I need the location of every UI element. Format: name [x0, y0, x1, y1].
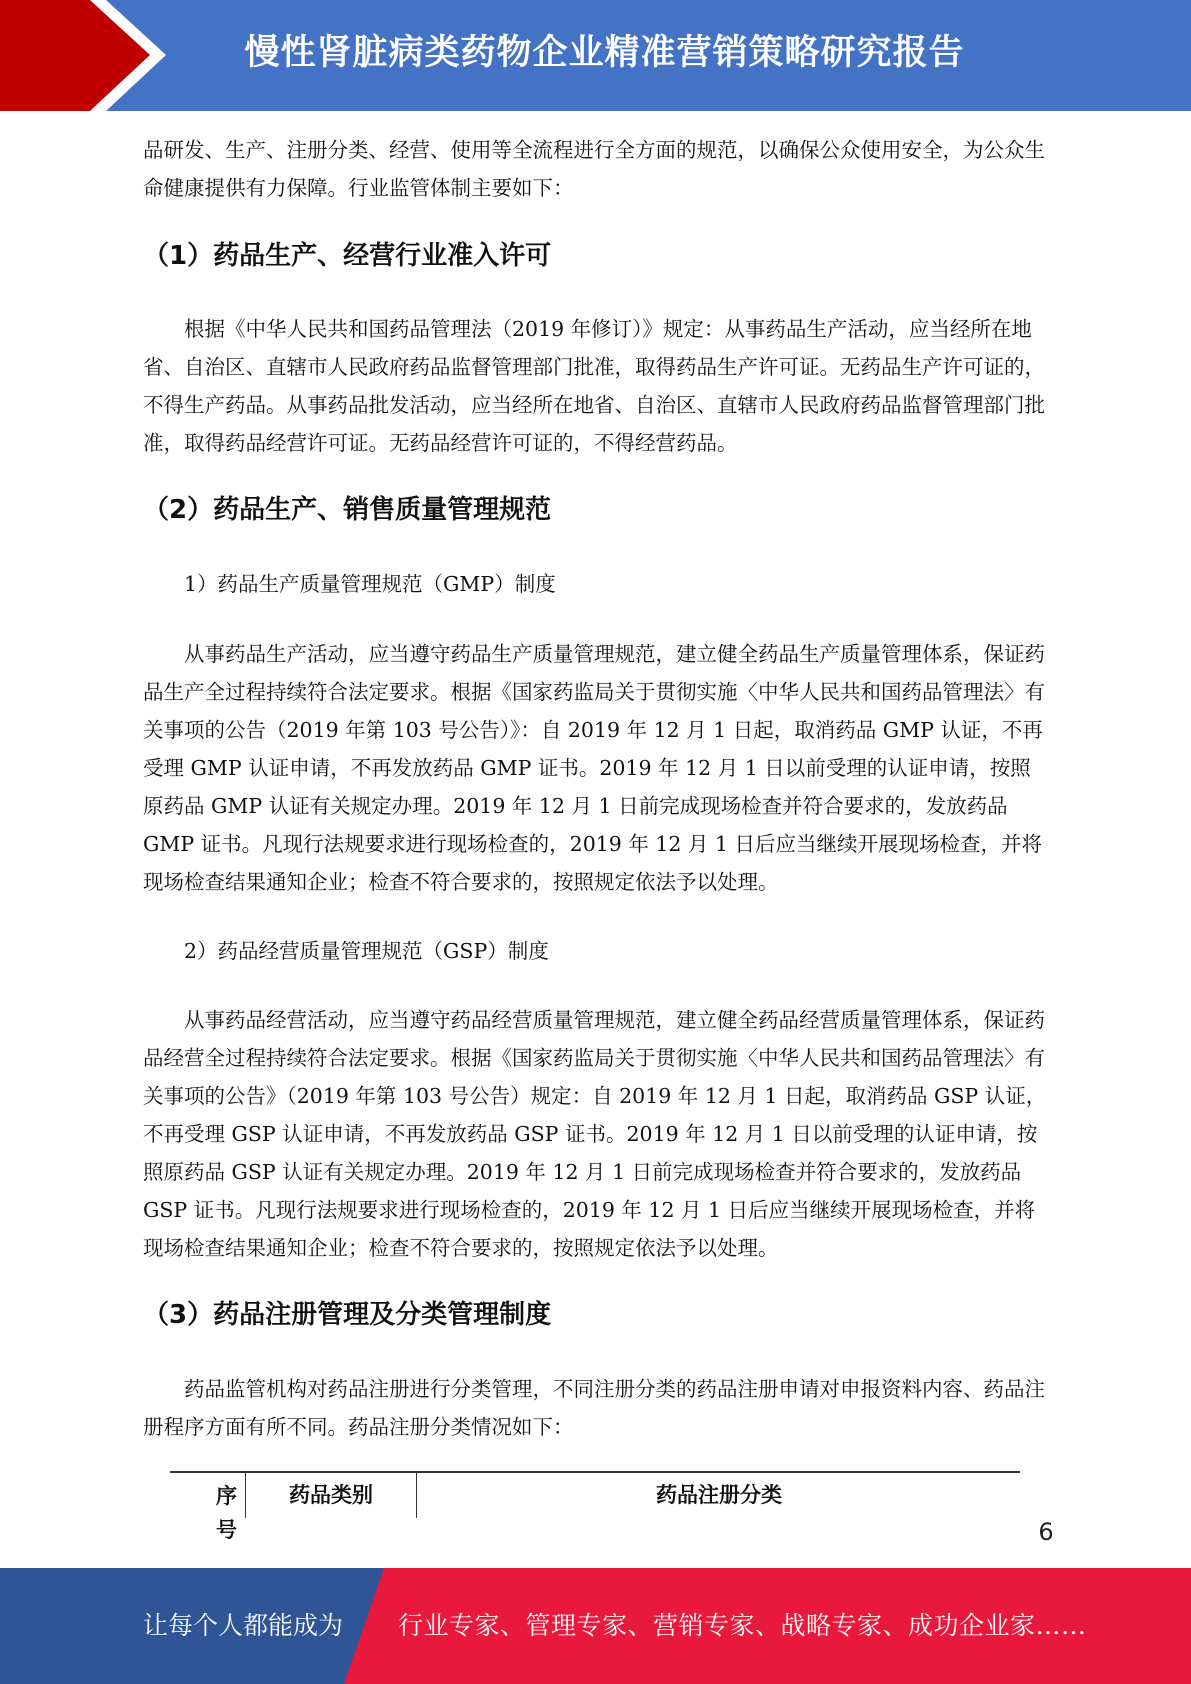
registration-table — [170, 1471, 1020, 1542]
page-number: 6 — [1038, 1518, 1054, 1546]
gmp-subheading: 1）药品生产质量管理规范（GMP）制度 — [184, 572, 556, 596]
footer-slogan-right: 行业专家、管理专家、营销专家、战略专家、成功企业家…… — [398, 1611, 1087, 1640]
table-header-category: 药品类别 — [246, 1471, 417, 1518]
table-header-index: 序号 — [170, 1471, 246, 1518]
section-1-paragraph: 根据《中华人民共和国药品管理法（2019 年修订）》规定：从事药品生产活动，应当经所在地省、自治区、直辖市人民政府药品监督管理部门批准，取得药品生产许可证。无药品生产许可证的，不得生产药品。从事药品批发活动，应当经所在地省、自治区、直辖市人民政府药品监督管理部门批准，取得药品经营许可证。无药品经营许可证的，不得经营药品。 — [143, 317, 1045, 455]
intro-paragraph: 品研发、生产、注册分类、经营、使用等全流程进行全方面的规范，以确保公众使用安全，为公众生命健康提供有力保障。行业监管体制主要如下： — [143, 138, 1045, 200]
gsp-paragraph: 从事药品经营活动，应当遵守药品经营质量管理规范，建立健全药品经营质量管理体系，保证药品经营全过程持续符合法定要求。根据《国家药监局关于贯彻实施〈中华人民共和国药品管理法〉有关事项的公告》（2019 年第 103 号公告）规定：自 2019 年 12 月 1 日起，取消药品 GSP 认证，不再受理 GSP 认证申请，不再发放药品 GSP 证书。2019 年 12 月 1 日以前受理的认证申请，按照原药品 GSP 认证有关规定办理。2019 年 12 月 1 日前完成现场检查并符合要求的，发放药品 GSP 证书。凡现行法规要求进行现场检查的，2019 年 12 月 1 日后应当继续开展现场检查，并将现场检查结果通知企业；检查不符合要求的，按照规定依法予以处理。 — [143, 1008, 1047, 1260]
page-footer — [0, 1568, 1191, 1684]
footer-slogan-left: 让每个人都能成为 — [143, 1611, 344, 1640]
section-1-heading: （1）药品生产、经营行业准入许可 — [143, 241, 552, 271]
gsp-subheading: 2）药品经营质量管理规范（GSP）制度 — [184, 939, 549, 963]
gmp-paragraph: 从事药品生产活动，应当遵守药品生产质量管理规范，建立健全药品生产质量管理体系，保证药品生产全过程持续符合法定要求。根据《国家药监局关于贯彻实施〈中华人民共和国药品管理法〉有关事项的公告（2019 年第 103 号公告）》：自 2019 年 12 月 1 日起，取消药品 GMP 认证，不再受理 GMP 认证申请，不再发放药品 GMP 证书。2019 年 12 月 1 日以前受理的认证申请，按照原药品 GMP 认证有关规定办理。2019 年 12 月 1 日前完成现场检查并符合要求的，发放药品 GMP 证书。凡现行法规要求进行现场检查的，2019 年 12 月 1 日后应当继续开展现场检查，并将现场检查结果通知企业；检查不符合要求的，按照规定依法予以处理。 — [143, 642, 1045, 894]
section-2-heading: （2）药品生产、销售质量管理规范 — [143, 495, 552, 525]
table-header-registration-class: 药品注册分类 — [656, 1483, 782, 1507]
report-title: 慢性肾脏病类药物企业精准营销策略研究报告 — [244, 33, 965, 73]
section-3-paragraph: 药品监管机构对药品注册进行分类管理，不同注册分类的药品注册申请对申报资料内容、药品注册程序方面有所不同。药品注册分类情况如下： — [143, 1377, 1045, 1439]
page-header — [0, 0, 1191, 111]
section-3-heading: （3）药品注册管理及分类管理制度 — [143, 1300, 552, 1330]
